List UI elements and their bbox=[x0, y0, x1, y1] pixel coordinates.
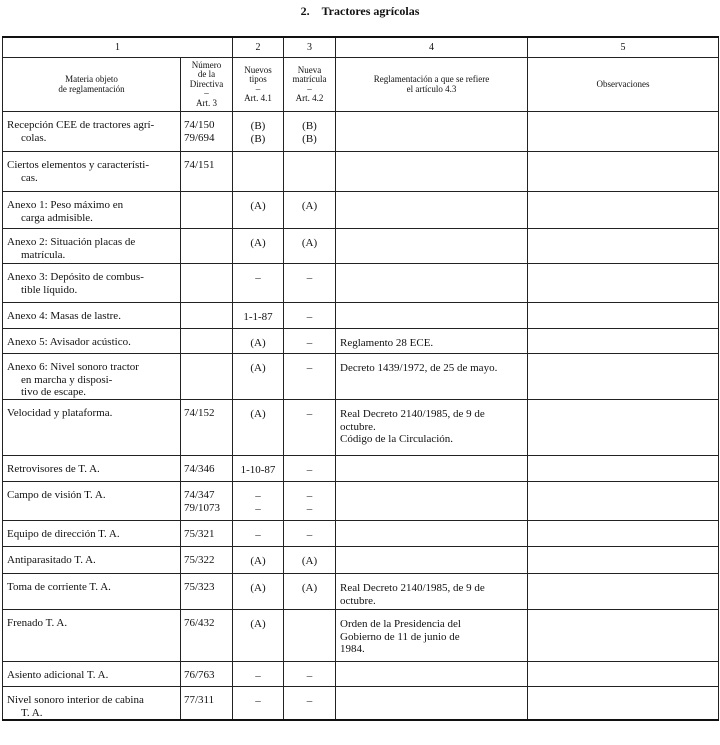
cell-directiva bbox=[181, 521, 233, 547]
header-observaciones: Observaciones bbox=[528, 58, 719, 112]
cell-observaciones bbox=[528, 687, 719, 721]
cell-observaciones bbox=[528, 229, 719, 264]
cell-nuevos-tipos-line: – bbox=[255, 490, 261, 502]
cell-reglamentacion-line: Reglamento 28 ECE. bbox=[340, 337, 434, 349]
cell-directiva bbox=[181, 329, 233, 354]
cell-nuevos-tipos-line: (A) bbox=[250, 555, 266, 567]
header-directiva: Número de la Directiva – Art. 3 bbox=[181, 58, 233, 112]
cell-nuevos-tipos bbox=[233, 354, 284, 400]
cell-reglamentacion bbox=[336, 229, 528, 264]
cell-materia-line: Anexo 4: Masas de lastre. bbox=[7, 310, 121, 322]
column-number-4: 4 bbox=[336, 37, 528, 58]
cell-nuevos-tipos-line: (A) bbox=[250, 618, 266, 630]
cell-materia bbox=[3, 264, 181, 303]
table-row bbox=[3, 574, 719, 610]
cell-nuevos-tipos bbox=[233, 112, 284, 152]
cell-materia-line: Equipo de dirección T. A. bbox=[7, 528, 120, 540]
cell-reglamentacion-line: octubre. bbox=[340, 594, 376, 607]
cell-nueva-matricula-line: – bbox=[306, 529, 313, 541]
cell-nuevos-tipos bbox=[233, 192, 284, 229]
cell-directiva bbox=[181, 152, 233, 192]
cell-observaciones bbox=[528, 192, 719, 229]
cell-materia-line: Retrovisores de T. A. bbox=[7, 463, 100, 475]
cell-nuevos-tipos-line: (A) bbox=[250, 200, 266, 212]
cell-directiva-line: 74/346 bbox=[184, 463, 215, 475]
table-row bbox=[3, 192, 719, 229]
cell-nueva-matricula-line: – bbox=[306, 490, 313, 502]
cell-directiva bbox=[181, 610, 233, 662]
cell-materia bbox=[3, 662, 181, 687]
cell-materia-line: en marcha y disposi- bbox=[21, 373, 113, 386]
cell-nuevos-tipos-line: 1-10-87 bbox=[240, 464, 276, 476]
cell-nueva-matricula bbox=[284, 229, 336, 264]
cell-nueva-matricula bbox=[284, 192, 336, 229]
column-number-2: 2 bbox=[233, 37, 284, 58]
cell-materia-line: Nivel sonoro interior de cabina bbox=[7, 694, 144, 706]
column-number-1: 1 bbox=[3, 37, 233, 58]
cell-directiva-line: 76/763 bbox=[184, 669, 215, 681]
cell-directiva-line: 74/347 bbox=[184, 489, 215, 501]
cell-nueva-matricula-line: – bbox=[306, 502, 313, 515]
cell-nuevos-tipos-line: – bbox=[255, 529, 261, 541]
header-nueva-matricula: Nueva matrícula – Art. 4.2 bbox=[284, 58, 336, 112]
cell-materia-line: carga admisible. bbox=[21, 211, 93, 224]
cell-nuevos-tipos-line: (B) bbox=[250, 132, 266, 145]
cell-nuevos-tipos bbox=[233, 152, 284, 192]
cell-nuevos-tipos bbox=[233, 662, 284, 687]
cell-directiva-line: 77/311 bbox=[184, 694, 215, 706]
column-number-5: 5 bbox=[528, 37, 719, 58]
cell-nueva-matricula bbox=[284, 264, 336, 303]
section-title bbox=[0, 4, 720, 19]
cell-directiva-line: 74/150 bbox=[184, 119, 215, 131]
cell-materia-line: Asiento adicional T. A. bbox=[7, 669, 109, 681]
header-reglamentacion: Reglamentación a que se refiere el artículo 4.3 bbox=[336, 58, 528, 112]
cell-nuevos-tipos-line: – bbox=[255, 695, 261, 707]
cell-nueva-matricula-line: (A) bbox=[301, 555, 318, 567]
cell-directiva bbox=[181, 112, 233, 152]
cell-reglamentacion bbox=[336, 152, 528, 192]
column-number-3: 3 bbox=[284, 37, 336, 58]
cell-nueva-matricula bbox=[284, 662, 336, 687]
cell-nuevos-tipos bbox=[233, 264, 284, 303]
cell-materia bbox=[3, 400, 181, 456]
cell-materia bbox=[3, 152, 181, 192]
cell-nueva-matricula bbox=[284, 521, 336, 547]
cell-reglamentacion-line: Real Decreto 2140/1985, de 9 de bbox=[340, 408, 485, 420]
cell-nuevos-tipos bbox=[233, 521, 284, 547]
cell-observaciones bbox=[528, 152, 719, 192]
table-row bbox=[3, 521, 719, 547]
cell-reglamentacion bbox=[336, 521, 528, 547]
cell-materia bbox=[3, 482, 181, 521]
cell-nuevos-tipos bbox=[233, 303, 284, 329]
cell-nuevos-tipos bbox=[233, 547, 284, 574]
cell-nueva-matricula-line: – bbox=[306, 464, 313, 476]
cell-reglamentacion bbox=[336, 112, 528, 152]
cell-materia-line: Toma de corriente T. A. bbox=[7, 581, 111, 593]
regulation-table bbox=[2, 36, 719, 721]
cell-observaciones bbox=[528, 354, 719, 400]
cell-materia bbox=[3, 354, 181, 400]
cell-observaciones bbox=[528, 112, 719, 152]
table-row bbox=[3, 687, 719, 721]
cell-directiva bbox=[181, 303, 233, 329]
header-nuevos-tipos: Nuevos tipos – Art. 4.1 bbox=[233, 58, 284, 112]
cell-nueva-matricula-line: (B) bbox=[302, 132, 317, 145]
cell-materia bbox=[3, 329, 181, 354]
cell-nuevos-tipos-line: (A) bbox=[250, 362, 266, 374]
cell-reglamentacion-line: octubre. bbox=[340, 420, 376, 433]
cell-nueva-matricula bbox=[284, 329, 336, 354]
cell-materia bbox=[3, 229, 181, 264]
cell-materia-line: Frenado T. A. bbox=[7, 617, 68, 629]
cell-nueva-matricula bbox=[284, 152, 336, 192]
cell-directiva-line: 75/321 bbox=[184, 528, 215, 540]
cell-directiva-line: 75/323 bbox=[184, 581, 215, 593]
cell-observaciones bbox=[528, 574, 719, 610]
cell-reglamentacion bbox=[336, 547, 528, 574]
cell-materia-line: Anexo 6: Nivel sonoro tractor bbox=[7, 361, 139, 373]
cell-nuevos-tipos-line: (A) bbox=[250, 582, 266, 594]
cell-materia bbox=[3, 687, 181, 721]
table-row bbox=[3, 303, 719, 329]
cell-directiva-line: 79/1073 bbox=[184, 501, 221, 514]
cell-directiva bbox=[181, 662, 233, 687]
cell-reglamentacion bbox=[336, 574, 528, 610]
cell-directiva bbox=[181, 456, 233, 482]
cell-materia-line: matrícula. bbox=[21, 248, 66, 261]
cell-observaciones bbox=[528, 400, 719, 456]
cell-observaciones bbox=[528, 610, 719, 662]
cell-nueva-matricula-line: – bbox=[306, 337, 313, 349]
table-row bbox=[3, 456, 719, 482]
cell-materia-line: Anexo 2: Situación placas de bbox=[7, 236, 136, 248]
cell-reglamentacion bbox=[336, 687, 528, 721]
table-row bbox=[3, 400, 719, 456]
cell-reglamentacion bbox=[336, 303, 528, 329]
table-row bbox=[3, 329, 719, 354]
cell-reglamentacion-line: Código de la Circulación. bbox=[340, 433, 454, 446]
cell-materia-line: Anexo 1: Peso máximo en bbox=[7, 199, 124, 211]
cell-nueva-matricula bbox=[284, 574, 336, 610]
cell-nueva-matricula-line: – bbox=[306, 362, 313, 374]
cell-nueva-matricula bbox=[284, 354, 336, 400]
table-row bbox=[3, 547, 719, 574]
cell-nueva-matricula-line: (A) bbox=[301, 200, 318, 212]
cell-directiva bbox=[181, 264, 233, 303]
cell-directiva bbox=[181, 229, 233, 264]
section-heading: Tractores agrícolas bbox=[321, 4, 420, 18]
cell-directiva-line: 74/152 bbox=[184, 407, 215, 419]
column-number-row bbox=[3, 37, 719, 58]
cell-observaciones bbox=[528, 303, 719, 329]
cell-materia-line: Anexo 5: Avisador acústico. bbox=[7, 336, 131, 348]
cell-nuevos-tipos bbox=[233, 574, 284, 610]
cell-reglamentacion bbox=[336, 456, 528, 482]
cell-nueva-matricula bbox=[284, 610, 336, 662]
cell-reglamentacion bbox=[336, 400, 528, 456]
table-row bbox=[3, 264, 719, 303]
cell-reglamentacion-line: Decreto 1439/1972, de 25 de mayo. bbox=[340, 362, 498, 374]
cell-materia-line: tivo de escape. bbox=[21, 386, 87, 399]
cell-directiva bbox=[181, 687, 233, 721]
cell-directiva-line: 76/432 bbox=[184, 617, 215, 629]
cell-materia-line: cas. bbox=[21, 171, 38, 184]
cell-reglamentacion-line: Real Decreto 2140/1985, de 9 de bbox=[340, 582, 485, 594]
cell-observaciones bbox=[528, 264, 719, 303]
cell-directiva bbox=[181, 354, 233, 400]
cell-reglamentacion bbox=[336, 192, 528, 229]
cell-reglamentacion bbox=[336, 482, 528, 521]
cell-materia bbox=[3, 521, 181, 547]
cell-nuevos-tipos-line: (A) bbox=[250, 337, 266, 349]
cell-materia-line: T. A. bbox=[21, 706, 43, 719]
cell-nuevos-tipos bbox=[233, 687, 284, 721]
cell-materia-line: Antiparasitado T. A. bbox=[7, 554, 96, 566]
cell-nueva-matricula-line: – bbox=[306, 311, 313, 323]
table-body bbox=[3, 112, 719, 721]
cell-nueva-matricula bbox=[284, 482, 336, 521]
cell-materia-line: Anexo 3: Depósito de combus- bbox=[7, 271, 144, 283]
cell-directiva bbox=[181, 547, 233, 574]
table-row bbox=[3, 662, 719, 687]
cell-directiva bbox=[181, 574, 233, 610]
cell-nuevos-tipos bbox=[233, 229, 284, 264]
cell-materia bbox=[3, 456, 181, 482]
cell-materia-line: Campo de visión T. A. bbox=[7, 489, 106, 501]
cell-nuevos-tipos-line: – bbox=[255, 272, 261, 284]
cell-reglamentacion bbox=[336, 354, 528, 400]
cell-observaciones bbox=[528, 662, 719, 687]
table-row bbox=[3, 482, 719, 521]
cell-reglamentacion bbox=[336, 610, 528, 662]
cell-directiva-line: 74/151 bbox=[184, 159, 215, 171]
column-header-row bbox=[3, 58, 719, 112]
cell-nuevos-tipos-line: (A) bbox=[250, 408, 266, 420]
cell-nuevos-tipos-line: (A) bbox=[250, 237, 266, 249]
cell-directiva bbox=[181, 482, 233, 521]
cell-reglamentacion bbox=[336, 662, 528, 687]
table-row bbox=[3, 112, 719, 152]
table-row bbox=[3, 610, 719, 662]
cell-materia bbox=[3, 303, 181, 329]
cell-nueva-matricula bbox=[284, 547, 336, 574]
cell-nueva-matricula-line: – bbox=[306, 408, 313, 420]
cell-materia bbox=[3, 112, 181, 152]
cell-reglamentacion bbox=[336, 264, 528, 303]
cell-nuevos-tipos-line: – bbox=[255, 670, 261, 682]
cell-nueva-matricula bbox=[284, 400, 336, 456]
cell-directiva bbox=[181, 192, 233, 229]
cell-nueva-matricula-line: (A) bbox=[301, 582, 318, 594]
cell-nuevos-tipos bbox=[233, 610, 284, 662]
cell-materia bbox=[3, 610, 181, 662]
header-materia: Materia objeto de reglamentación bbox=[3, 58, 181, 112]
cell-materia bbox=[3, 192, 181, 229]
cell-directiva bbox=[181, 400, 233, 456]
cell-reglamentacion-line: Gobierno de 11 de junio de bbox=[340, 630, 460, 643]
cell-observaciones bbox=[528, 482, 719, 521]
cell-nuevos-tipos-line: 1-1-87 bbox=[243, 311, 273, 323]
table-row bbox=[3, 229, 719, 264]
table-row bbox=[3, 354, 719, 400]
cell-nueva-matricula-line: – bbox=[306, 695, 313, 707]
cell-observaciones bbox=[528, 547, 719, 574]
cell-nueva-matricula bbox=[284, 112, 336, 152]
section-number: 2. bbox=[300, 4, 310, 18]
cell-materia-line: Velocidad y plataforma. bbox=[7, 407, 113, 419]
cell-nuevos-tipos bbox=[233, 400, 284, 456]
cell-materia bbox=[3, 547, 181, 574]
cell-nueva-matricula-line: (B) bbox=[302, 120, 317, 132]
cell-reglamentacion-line: 1984. bbox=[340, 643, 365, 656]
cell-materia-line: tible líquido. bbox=[21, 283, 78, 296]
cell-nueva-matricula-line: – bbox=[306, 670, 313, 682]
cell-nueva-matricula bbox=[284, 687, 336, 721]
cell-nueva-matricula bbox=[284, 303, 336, 329]
cell-nueva-matricula-line: (A) bbox=[301, 237, 318, 249]
cell-materia bbox=[3, 574, 181, 610]
cell-nuevos-tipos bbox=[233, 329, 284, 354]
cell-materia-line: colas. bbox=[21, 131, 47, 144]
cell-nueva-matricula bbox=[284, 456, 336, 482]
cell-observaciones bbox=[528, 329, 719, 354]
cell-nuevos-tipos-line: – bbox=[255, 502, 261, 515]
cell-observaciones bbox=[528, 521, 719, 547]
cell-nuevos-tipos bbox=[233, 456, 284, 482]
cell-directiva-line: 75/322 bbox=[184, 554, 215, 566]
cell-nuevos-tipos bbox=[233, 482, 284, 521]
cell-nueva-matricula-line: – bbox=[306, 272, 313, 284]
cell-nuevos-tipos-line: (B) bbox=[250, 120, 266, 132]
cell-materia-line: Ciertos elementos y característi- bbox=[7, 159, 150, 171]
cell-reglamentacion bbox=[336, 329, 528, 354]
cell-observaciones bbox=[528, 456, 719, 482]
cell-materia-line: Recepción CEE de tractores agrí- bbox=[7, 119, 155, 131]
table-row bbox=[3, 152, 719, 192]
cell-directiva-line: 79/694 bbox=[184, 131, 215, 144]
cell-reglamentacion-line: Orden de la Presidencia del bbox=[340, 618, 461, 630]
